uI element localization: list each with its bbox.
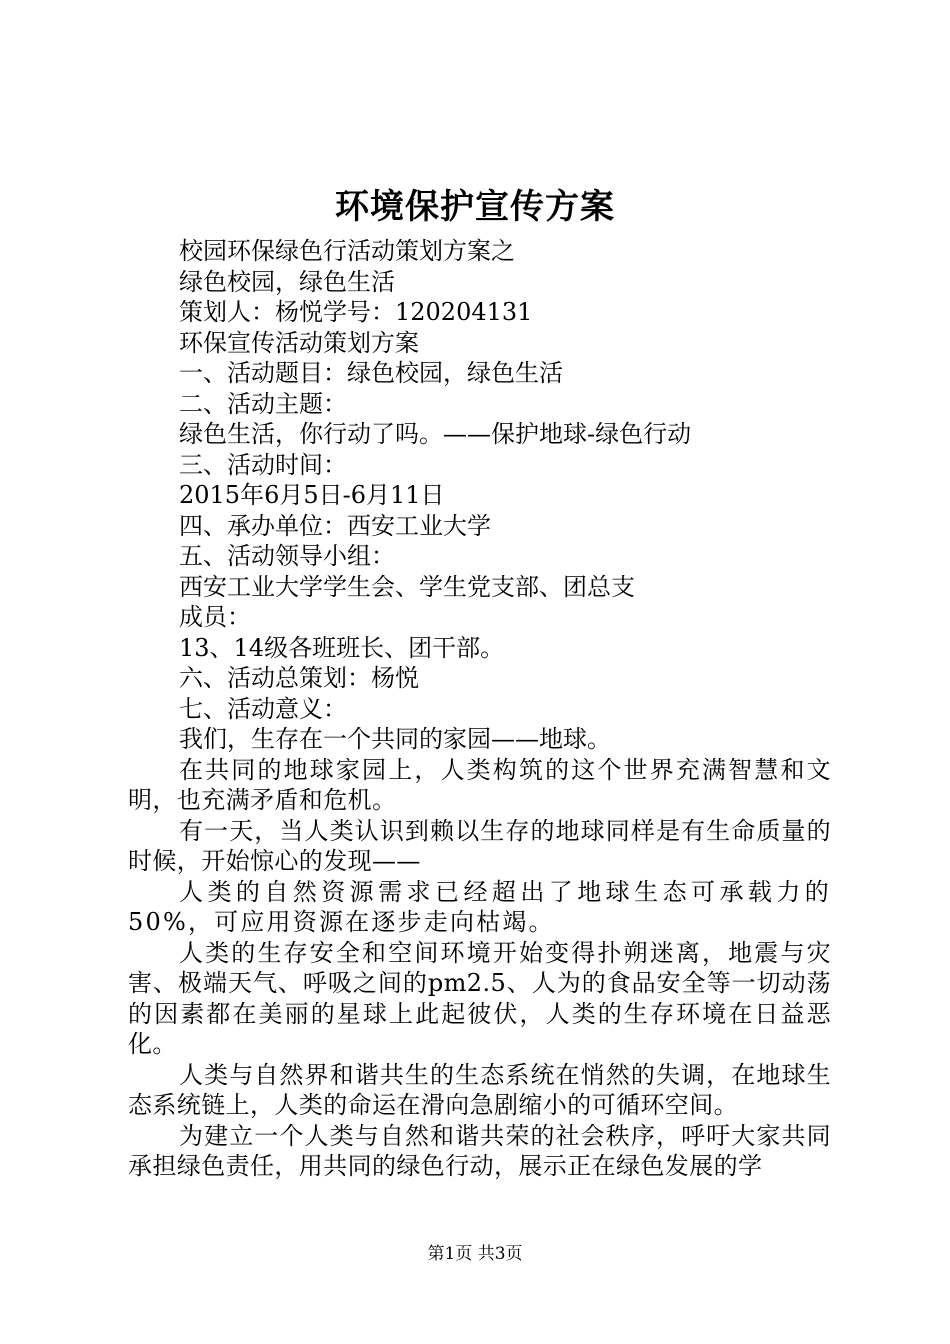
text-line: 环保宣传活动策划方案: [179, 328, 419, 357]
text-line: 一、活动题目：绿色校园，绿色生活: [179, 359, 563, 387]
text-line: 西安工业大学学生会、学生党支部、团总支: [179, 572, 635, 601]
text-line: 我们，生存在一个共同的家园——地球。: [179, 725, 611, 753]
text-line: 七、活动意义：: [179, 694, 347, 723]
text-line: 三、活动时间：: [179, 450, 347, 479]
text-line: 二、活动主题：: [179, 389, 347, 418]
text-line: 五、活动领导小组：: [179, 542, 395, 570]
text-line: 成员：: [179, 603, 251, 631]
body-paragraph: 为建立一个人类与自然和谐共荣的社会秩序，呼吁大家共同承担绿色责任，用共同的绿色行动，展示正在绿色发展的学: [128, 1121, 831, 1180]
body-paragraph: 在共同的地球家园上，人类构筑的这个世界充满智慧和文明，也充满矛盾和危机。: [128, 755, 831, 814]
text-line: 2015年6月5日-6月11日: [179, 481, 445, 509]
body-paragraph: 人类的生存安全和空间环境开始变得扑朔迷离，地震与灾害、极端天气、呼吸之间的pm2.5、人为的食品安全等一切动荡的因素都在美丽的星球上此起彼伏，人类的生存环境在日益恶化。: [128, 938, 831, 1058]
page-footer: 第1页 共3页: [427, 1244, 523, 1264]
text-line: 策划人：杨悦学号：120204131: [179, 298, 533, 326]
text-line: 四、承办单位：西安工业大学: [179, 511, 491, 540]
document-title: 环境保护宣传方案: [335, 187, 615, 227]
document-body: [128, 236, 831, 1182]
text-line: 绿色生活，你行动了吗。——保护地球-绿色行动: [179, 420, 692, 448]
text-line: 六、活动总策划：杨悦: [179, 664, 419, 692]
body-paragraph: 人类与自然界和谐共生的生态系统在悄然的失调，在地球生态系统链上，人类的命运在滑向急剧缩小的可循环空间。: [128, 1060, 831, 1119]
body-paragraph: 人类的自然资源需求已经超出了地球生态可承载力的50%，可应用资源在逐步走向枯竭。: [128, 877, 831, 936]
text-line: 绿色校园，绿色生活: [179, 267, 395, 296]
text-line: 校园环保绿色行活动策划方案之: [179, 237, 515, 265]
text-line: 13、14级各班班长、团干部。: [179, 633, 505, 662]
body-paragraph: 有一天，当人类认识到赖以生存的地球同样是有生命质量的时候，开始惊心的发现——: [128, 816, 831, 875]
